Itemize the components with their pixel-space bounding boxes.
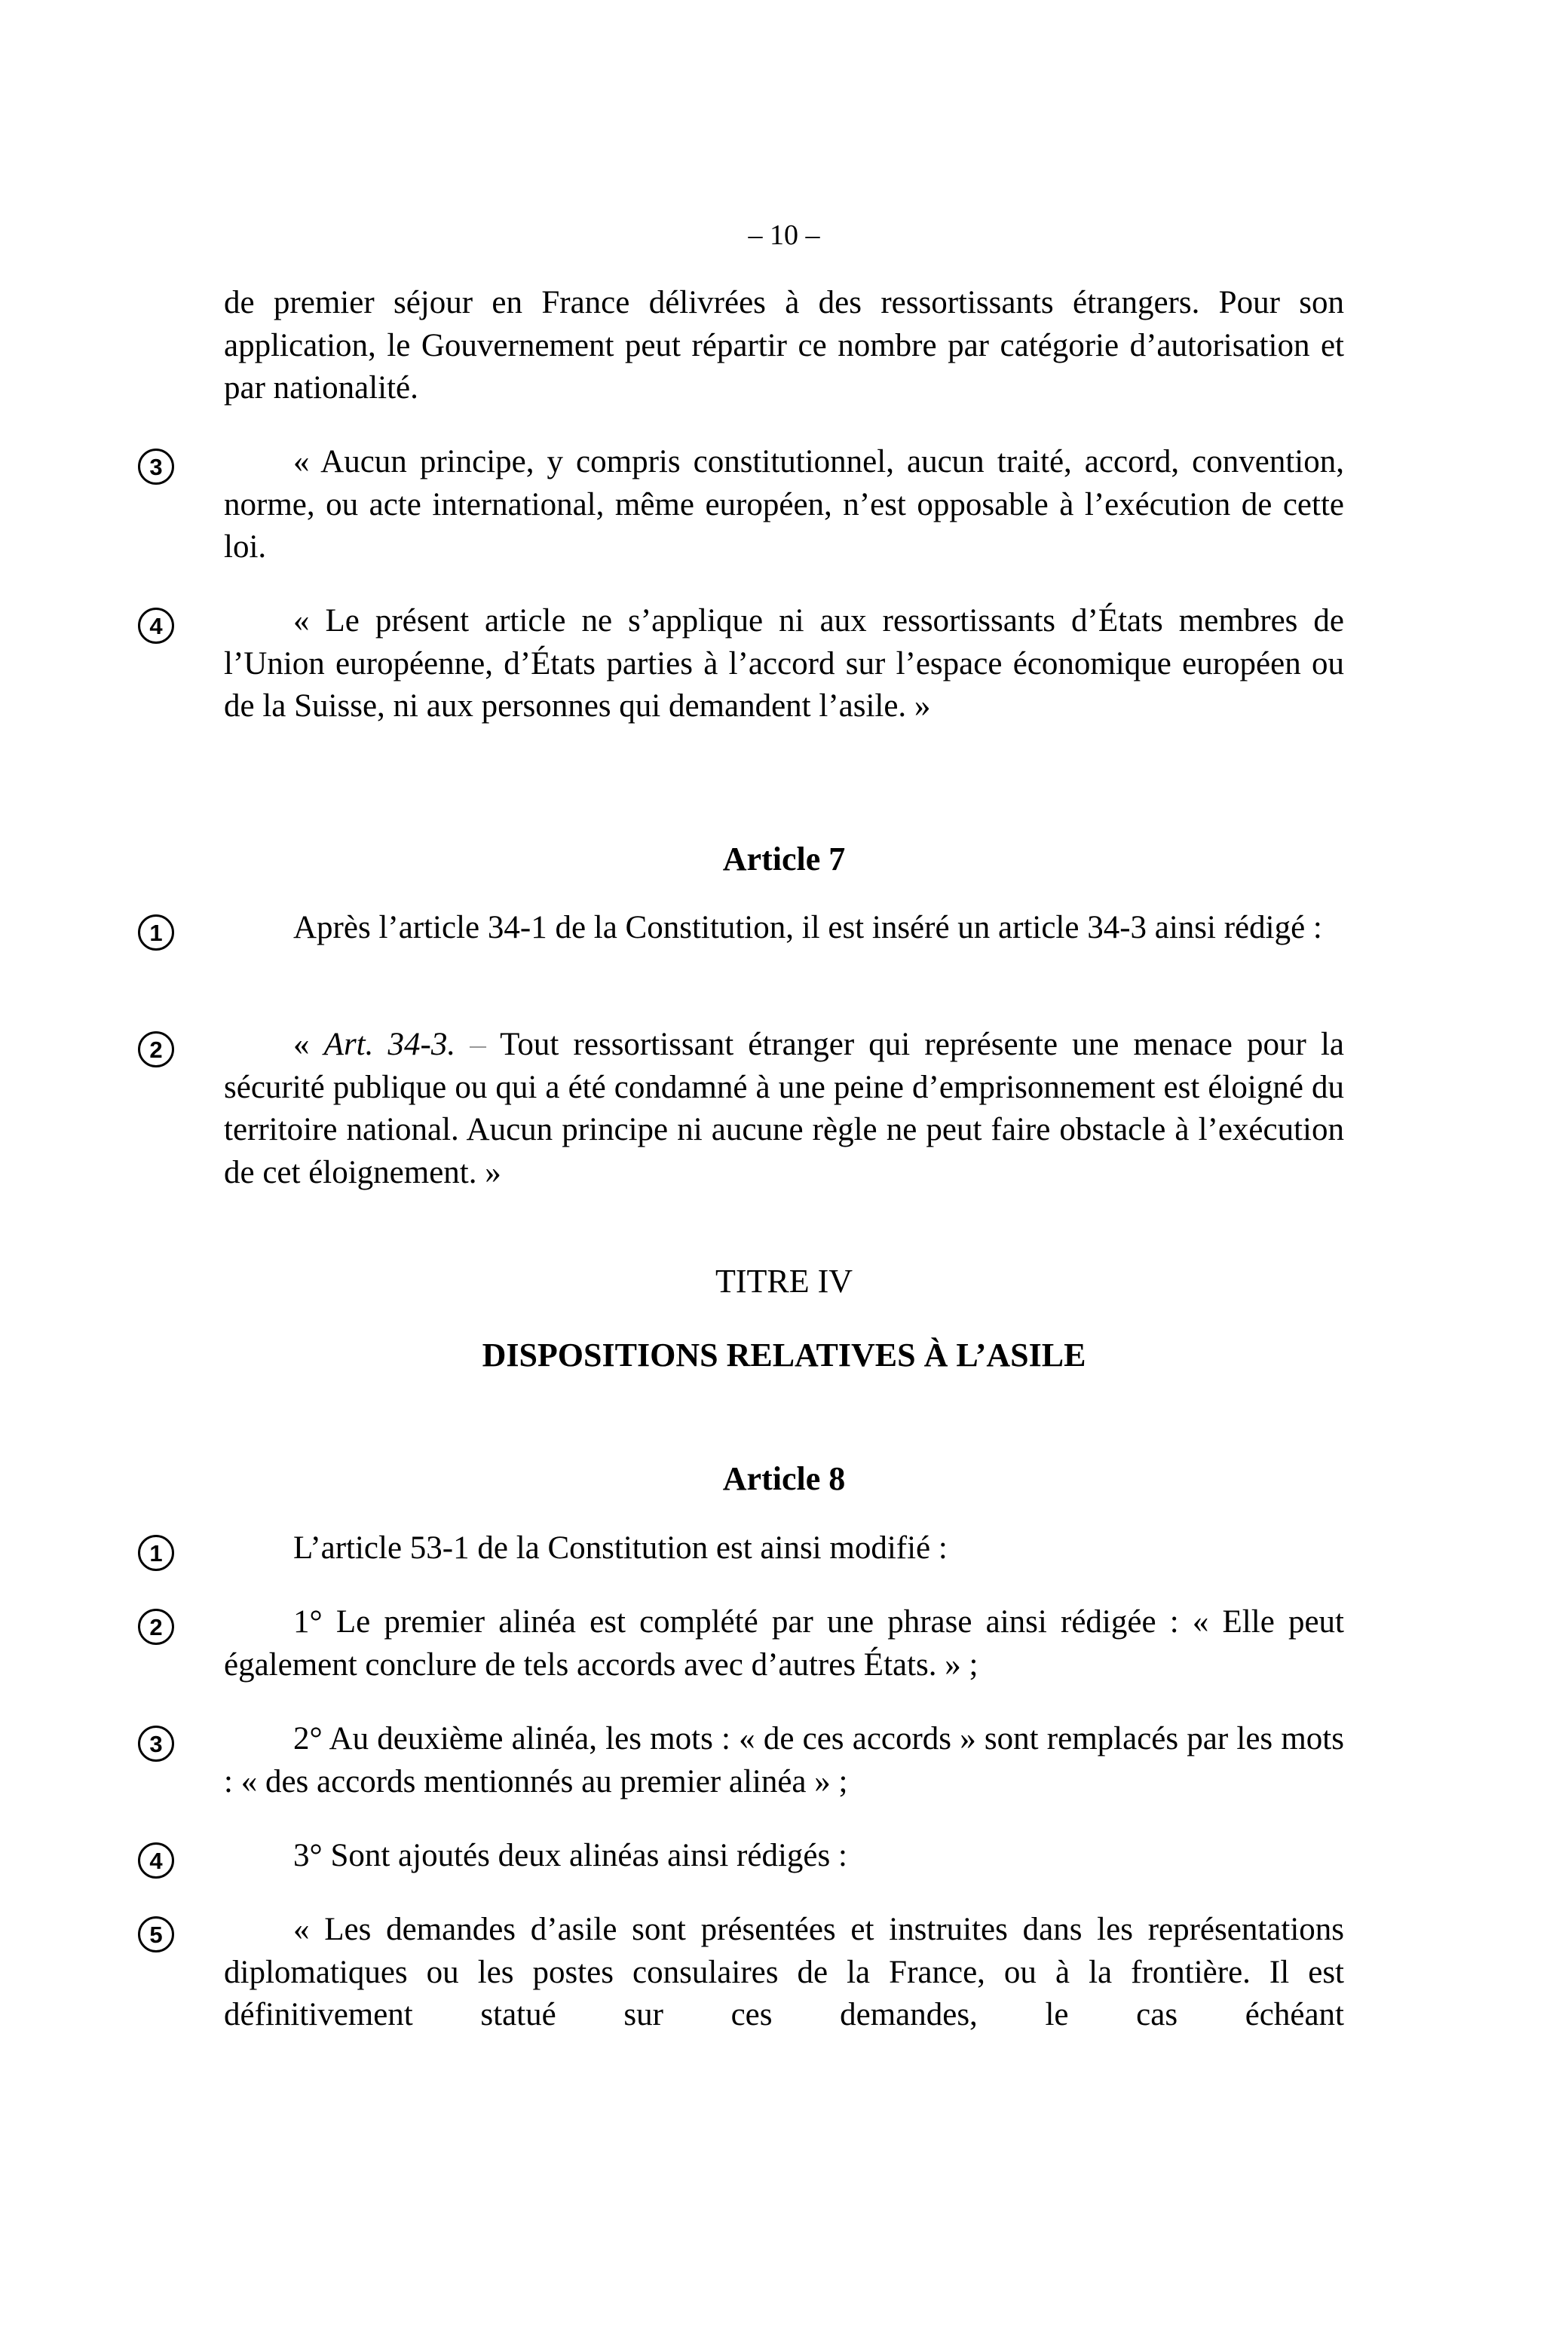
paragraph-art8-4 [224, 1835, 1344, 1878]
paragraph-art6-3 [224, 441, 1344, 569]
paragraph-art7-1 [224, 907, 1344, 950]
paragraph-marker-3-icon: 3 [138, 1726, 174, 1762]
paragraph-marker-4-icon: 4 [138, 1842, 174, 1879]
paragraph-text: « Le présent article ne s’applique ni aux ressortissants d’États membres de l’Union européenne, d’États parties à l’accord sur l’espace économique européen ou de la Suisse, ni aux personnes qui demandent l’asile. » [224, 603, 1344, 724]
page-number: – 10 – [748, 219, 820, 251]
paragraph-text: 3° Sont ajoutés deux alinéas ainsi rédigés : [293, 1838, 847, 1873]
paragraph-marker-3-icon: 3 [138, 449, 174, 485]
titre-name: DISPOSITIONS RELATIVES À L’ASILE [482, 1337, 1086, 1374]
paragraph-marker-4-icon: 4 [138, 608, 174, 644]
quote-open: « [293, 1027, 324, 1062]
paragraph-marker-2-icon: 2 [138, 1031, 174, 1067]
paragraph-marker-1-icon: 1 [138, 914, 174, 951]
paragraph-text: Après l’article 34-1 de la Constitution, il est inséré un article 34-3 ainsi rédigé : [293, 910, 1322, 945]
paragraph-marker-5-icon: 5 [138, 1916, 174, 1952]
paragraph-marker-2-icon: 2 [138, 1609, 174, 1645]
paragraph-text: 2° Au deuxième alinéa, les mots : « de ces accords » sont remplacés par les mots : « des accords mentionnés au premier alinéa » ; [224, 1721, 1344, 1799]
paragraph-text: 1° Le premier alinéa est complété par une phrase ainsi rédigée : « Elle peut également conclure de tels accords avec d’autres États. » ; [224, 1604, 1344, 1683]
paragraph-art8-3 [224, 1718, 1344, 1803]
article-8-heading: Article 8 [722, 1460, 846, 1497]
titre-label: TITRE IV [715, 1263, 853, 1300]
paragraph-art8-2 [224, 1601, 1344, 1686]
paragraph-art8-1 [224, 1527, 1344, 1570]
paragraph-marker-1-icon: 1 [138, 1535, 174, 1571]
paragraph-art6-4 [224, 600, 1344, 728]
paragraph-art7-2 [224, 1024, 1344, 1194]
paragraph-text: L’article 53-1 de la Constitution est ainsi modifié : [293, 1530, 948, 1566]
paragraph-art8-5 [224, 1909, 1344, 2037]
paragraph-text: Tout ressortissant étranger qui représente une menace pour la sécurité publique ou qui a été condamné à une peine d’emprisonnement est éloigné du territoire national. Aucun principe ni aucune règle ne peut faire obstacle à l’exécution de cet éloignement. » [224, 1027, 1344, 1190]
paragraph-text: « Les demandes d’asile sont présentées et instruites dans les représentations diplomatiques ou les postes consulaires de la France, ou à la frontière. Il est définitivement statué sur ces demandes, le cas échéant [224, 1912, 1344, 2032]
paragraph-text: « Aucun principe, y compris constitutionnel, aucun traité, accord, convention, norme, ou acte international, même européen, n’est opposable à l’exécution de cette loi. [224, 444, 1344, 565]
continuation-paragraph: de premier séjour en France délivrées à des ressortissants étrangers. Pour son application, le Gouvernement peut répartir ce nombre par catégorie d’autorisation et par nationalité. [224, 285, 1344, 406]
article-7-heading: Article 7 [722, 841, 846, 877]
dash: – [455, 1027, 501, 1062]
article-reference: Art. 34-3. [323, 1027, 456, 1062]
